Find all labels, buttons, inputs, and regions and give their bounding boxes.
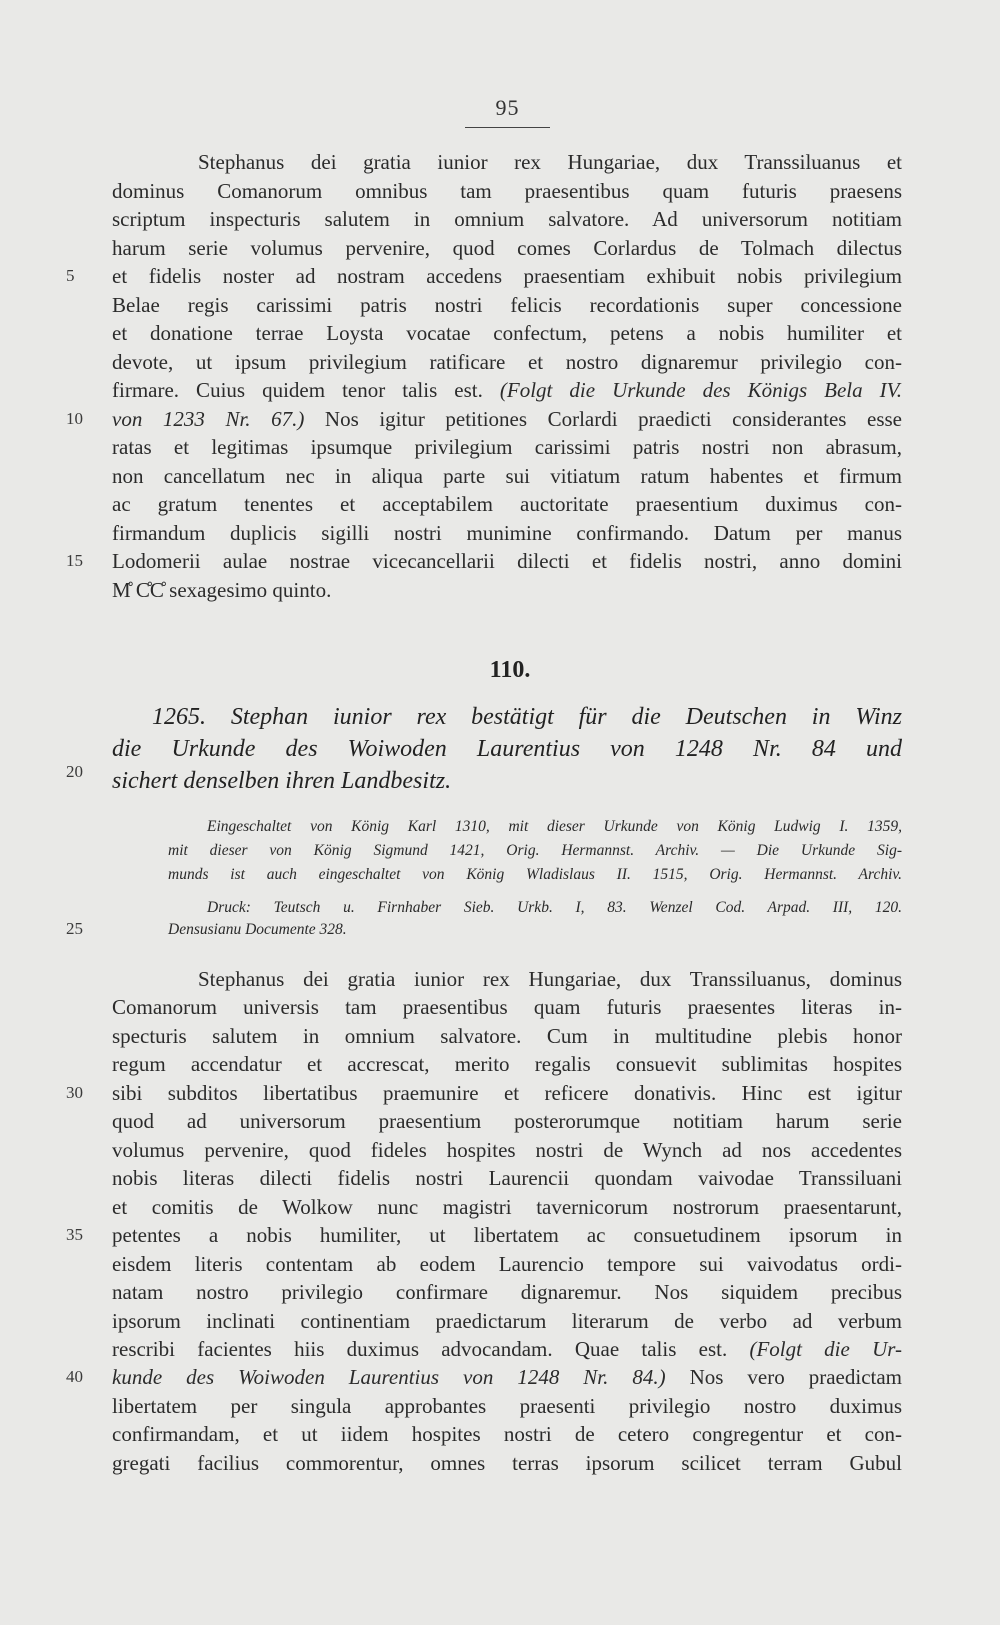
text-line: Belae regis carissimi patris nostri felicis recordationis super concessione <box>112 293 902 317</box>
text-line <box>112 1335 902 1363</box>
text-line: ac gratum tenentes et acceptabilem auctoritate praesentium duximus con- <box>112 492 902 516</box>
page-number: 95 <box>495 95 520 120</box>
text-line: firmandum duplicis sigilli nostri munimine confirmando. Datum per manus <box>112 521 902 545</box>
text-line: devote, ut ipsum privilegium ratificare et nostro dignaremur privilegio con- <box>112 350 902 374</box>
text-span: Nos igitur petitiones Corlardi praedicti considerantes esse <box>324 407 902 431</box>
text-line: quod ad universorum praesentium posterorumque notitiam harum serie <box>112 1109 902 1133</box>
text-line: M̊ C̊C̊ sexagesimo quinto. <box>112 578 332 602</box>
text-line: Lodomerii aulae nostrae vicecancellarii dilecti et fidelis nostri, anno domini <box>112 549 902 573</box>
italic-reference: (Folgt die Ur- <box>749 1337 902 1361</box>
italic-reference: von 1233 Nr. 67.) <box>112 407 305 431</box>
text-line <box>112 405 902 433</box>
italic-reference: kunde des Woiwoden Laurentius von 1248 Nr. 84.) <box>112 1365 666 1389</box>
print-line: Druck: Teutsch u. Firnhaber Sieb. Urkb. I, 83. Wenzel Cod. Arpad. III, 120. <box>207 899 902 916</box>
text-line: sibi subditos libertatibus praemunire et reficere donativis. Hinc est igitur <box>112 1081 902 1105</box>
line-number: 20 <box>66 762 83 781</box>
print-line: Densusianu Documente 328. <box>168 921 347 938</box>
text-line <box>112 376 902 404</box>
page-number-rule <box>465 127 550 128</box>
text-line: regum accendatur et accrescat, merito regalis consuevit sublimitas hospites <box>112 1052 902 1076</box>
text-line: Stephanus dei gratia iunior rex Hungariae, dux Transsiluanus, dominus <box>198 967 902 991</box>
text-line: libertatem per singula approbantes praesenti privilegio nostro duximus <box>112 1394 902 1418</box>
text-line: et comitis de Wolkow nunc magistri tavernicorum nostrorum praesentarunt, <box>112 1195 902 1219</box>
text-line: et fidelis noster ad nostram accedens praesentiam exhibuit nobis privilegium <box>112 264 902 288</box>
line-number: 30 <box>66 1083 83 1102</box>
text-line: confirmandam, et ut iidem hospites nostri de cetero congregentur et con- <box>112 1422 902 1446</box>
line-number: 15 <box>66 551 83 570</box>
note-line: Eingeschaltet von König Karl 1310, mit dieser Urkunde von König Ludwig I. 1359, <box>207 818 902 835</box>
line-number: 10 <box>66 409 83 428</box>
line-number: 5 <box>66 266 75 285</box>
text-line: eisdem literis contentam ab eodem Laurencio tempore sui vaivodatus ordi- <box>112 1252 902 1276</box>
text-span: rescribi facientes hiis duximus advocandam. Quae talis est. <box>112 1337 728 1361</box>
text-span: Nos vero praedictam <box>689 1365 903 1389</box>
text-span: firmare. Cuius quidem tenor talis est. <box>112 378 483 402</box>
text-line: nobis literas dilecti fidelis nostri Laurencii quondam vaivodae Transsiluani <box>112 1166 902 1190</box>
text-line: specturis salutem in omnium salvatore. Cum in multitudine plebis honor <box>112 1024 902 1048</box>
text-line: volumus pervenire, quod fideles hospites nostri de Wynch ad nos accedentes <box>112 1138 902 1162</box>
text-line: et donatione terrae Loysta vocatae confectum, petens a nobis humiliter et <box>112 321 902 345</box>
line-number: 40 <box>66 1367 83 1386</box>
text-line: scriptum inspecturis salutem in omnium salvatore. Ad universorum notitiam <box>112 207 902 231</box>
text-line: Comanorum universis tam praesentibus quam futuris praesentes literas in- <box>112 995 902 1019</box>
note-line: mit dieser von König Sigmund 1421, Orig. Hermannst. Archiv. — Die Urkunde Sig- <box>168 842 902 859</box>
text-line: Stephanus dei gratia iunior rex Hungariae, dux Transsiluanus et <box>198 150 902 174</box>
text-line: non cancellatum nec in aliqua parte sui vitiatum ratum habentes et firmum <box>112 464 902 488</box>
text-line <box>112 1363 902 1391</box>
text-line: natam nostro privilegio confirmare dignaremur. Nos siquidem precibus <box>112 1280 902 1304</box>
text-line: ipsorum inclinati continentiam praedictarum literarum de verbo ad verbum <box>112 1309 902 1333</box>
section-number: 110. <box>489 657 531 683</box>
italic-reference: (Folgt die Urkunde des Königs Bela IV. <box>499 378 903 402</box>
heading-line: die Urkunde des Woiwoden Laurentius von 1248 Nr. 84 und <box>112 736 902 762</box>
text-line: ratas et legitimas ipsumque privilegium carissimi patris nostri non abrasum, <box>112 435 902 459</box>
note-line: munds ist auch eingeschaltet von König Wladislaus II. 1515, Orig. Hermannst. Archiv. <box>168 866 902 883</box>
text-line: dominus Comanorum omnibus tam praesentibus quam futuris praesens <box>112 179 902 203</box>
heading-line: sichert denselben ihren Landbesitz. <box>112 768 452 794</box>
text-line: gregati facilius commorentur, omnes terras ipsorum scilicet terram Gubul <box>112 1451 902 1475</box>
line-number: 35 <box>66 1225 83 1244</box>
heading-line: 1265. Stephan iunior rex bestätigt für die Deutschen in Winz <box>152 704 902 730</box>
text-line: petentes a nobis humiliter, ut libertatem ac consuetudinem ipsorum in <box>112 1223 902 1247</box>
text-line: harum serie volumus pervenire, quod comes Corlardus de Tolmach dilectus <box>112 236 902 260</box>
line-number: 25 <box>66 919 83 938</box>
